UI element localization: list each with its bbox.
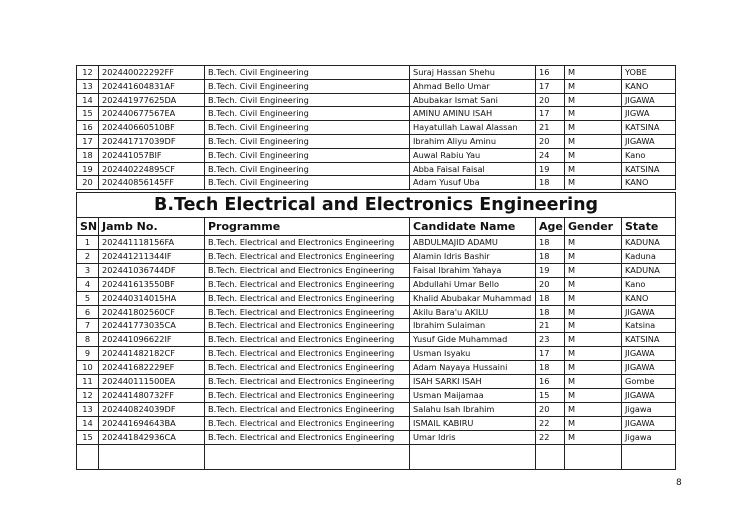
state-cell: KATSINA <box>622 162 676 176</box>
sn-cell: 18 <box>77 148 99 162</box>
state-cell: Jigawa <box>622 402 676 416</box>
state-cell: JIGAWA <box>622 361 676 375</box>
gender-cell: M <box>565 375 622 389</box>
gender-cell: M <box>565 249 622 263</box>
age-cell: 20 <box>536 277 565 291</box>
gender-cell: M <box>565 305 622 319</box>
age-cell: 22 <box>536 430 565 444</box>
jamb-cell: 202441682229EF <box>99 361 205 375</box>
sn-cell: 12 <box>77 66 99 80</box>
jamb-cell: 202440824039DF <box>99 402 205 416</box>
sn-cell: 9 <box>77 347 99 361</box>
age-cell: 16 <box>536 375 565 389</box>
jamb-cell: 202441036744DF <box>99 263 205 277</box>
candidate-name-cell: Ibrahim Aliyu Aminu <box>410 134 536 148</box>
sn-cell: 13 <box>77 402 99 416</box>
sn-cell: 7 <box>77 319 99 333</box>
sn-cell: 17 <box>77 134 99 148</box>
sn-cell: 8 <box>77 333 99 347</box>
age-cell: 21 <box>536 121 565 135</box>
table-row <box>77 361 676 375</box>
gender-cell: M <box>565 319 622 333</box>
table-header-row <box>77 218 676 236</box>
gender-cell: M <box>565 430 622 444</box>
electrical-engineering-rows <box>77 236 676 470</box>
gender-cell: M <box>565 162 622 176</box>
programme-cell: B.Tech. Electrical and Electronics Engineering <box>205 236 410 250</box>
state-cell: JIGWA <box>622 107 676 121</box>
state-cell: KATSINA <box>622 333 676 347</box>
table-row <box>77 319 676 333</box>
candidate-name-cell: Khalid Abubakar Muhammad <box>410 291 536 305</box>
table-row <box>77 277 676 291</box>
state-cell: Kano <box>622 148 676 162</box>
jamb-cell: 202441842936CA <box>99 430 205 444</box>
age-cell: 18 <box>536 361 565 375</box>
column-header-programme: Programme <box>205 218 410 236</box>
state-cell: JIGAWA <box>622 305 676 319</box>
programme-cell: B.Tech. Civil Engineering <box>205 162 410 176</box>
state-cell: KADUNA <box>622 236 676 250</box>
programme-cell: B.Tech. Electrical and Electronics Engineering <box>205 333 410 347</box>
jamb-cell: 202441482182CF <box>99 347 205 361</box>
candidate-name-cell: Hayatullah Lawal Alassan <box>410 121 536 135</box>
section-title-row <box>77 193 676 218</box>
age-cell: 17 <box>536 79 565 93</box>
programme-cell: B.Tech. Electrical and Electronics Engineering <box>205 277 410 291</box>
sn-cell: 1 <box>77 236 99 250</box>
sn-cell: 11 <box>77 375 99 389</box>
jamb-cell: 202441773035CA <box>99 319 205 333</box>
candidate-name-cell: ISAH SARKI ISAH <box>410 375 536 389</box>
sn-cell: 15 <box>77 430 99 444</box>
table-row <box>77 263 676 277</box>
sn-cell: 16 <box>77 121 99 135</box>
civil-engineering-rows <box>77 66 676 190</box>
table-row <box>77 249 676 263</box>
table-row <box>77 66 676 80</box>
age-cell: 24 <box>536 148 565 162</box>
age-cell: 21 <box>536 319 565 333</box>
candidate-name-cell: Abdullahi Umar Bello <box>410 277 536 291</box>
table-row <box>77 305 676 319</box>
age-cell: 18 <box>536 249 565 263</box>
programme-cell: B.Tech. Electrical and Electronics Engineering <box>205 291 410 305</box>
table-row <box>77 416 676 430</box>
gender-cell: M <box>565 347 622 361</box>
programme-cell: B.Tech. Civil Engineering <box>205 121 410 135</box>
jamb-cell: 202441118156FA <box>99 236 205 250</box>
candidate-name-cell: Suraj Hassan Shehu <box>410 66 536 80</box>
table-row <box>77 93 676 107</box>
gender-cell: M <box>565 416 622 430</box>
age-cell: 20 <box>536 402 565 416</box>
table-row <box>77 430 676 444</box>
candidate-name-cell: Yusuf Gide Muhammad <box>410 333 536 347</box>
age-cell: 18 <box>536 291 565 305</box>
jamb-cell: 202440314015HA <box>99 291 205 305</box>
gender-cell: M <box>565 66 622 80</box>
programme-cell: B.Tech. Electrical and Electronics Engineering <box>205 416 410 430</box>
age-cell: 15 <box>536 388 565 402</box>
age-cell: 18 <box>536 236 565 250</box>
programme-cell: B.Tech. Electrical and Electronics Engineering <box>205 388 410 402</box>
empty-cell <box>565 444 622 469</box>
candidate-name-cell: Umar Idris <box>410 430 536 444</box>
sn-cell: 20 <box>77 176 99 190</box>
age-cell: 17 <box>536 107 565 121</box>
sn-cell: 3 <box>77 263 99 277</box>
civil-engineering-table-continued <box>76 65 676 190</box>
sn-cell: 15 <box>77 107 99 121</box>
jamb-cell: 202440677567EA <box>99 107 205 121</box>
jamb-cell: 202441694643BA <box>99 416 205 430</box>
candidate-name-cell: Adam Yusuf Uba <box>410 176 536 190</box>
programme-cell: B.Tech. Electrical and Electronics Engineering <box>205 430 410 444</box>
state-cell: KATSINA <box>622 121 676 135</box>
empty-row <box>77 444 676 469</box>
jamb-cell: 202441977625DA <box>99 93 205 107</box>
age-cell: 19 <box>536 162 565 176</box>
age-cell: 18 <box>536 176 565 190</box>
state-cell: JIGAWA <box>622 388 676 402</box>
jamb-cell: 202440224895CF <box>99 162 205 176</box>
sn-cell: 14 <box>77 416 99 430</box>
candidate-name-cell: Faisal Ibrahim Yahaya <box>410 263 536 277</box>
programme-cell: B.Tech. Civil Engineering <box>205 176 410 190</box>
jamb-cell: 202441096622IF <box>99 333 205 347</box>
gender-cell: M <box>565 263 622 277</box>
sn-cell: 10 <box>77 361 99 375</box>
table-row <box>77 291 676 305</box>
table-row <box>77 236 676 250</box>
table-row <box>77 176 676 190</box>
jamb-cell: 202441613550BF <box>99 277 205 291</box>
candidate-name-cell: ISMAIL KABIRU <box>410 416 536 430</box>
state-cell: JIGAWA <box>622 347 676 361</box>
sn-cell: 4 <box>77 277 99 291</box>
programme-cell: B.Tech. Electrical and Electronics Engineering <box>205 402 410 416</box>
state-cell: JIGAWA <box>622 416 676 430</box>
candidate-name-cell: Abubakar Ismat Sani <box>410 93 536 107</box>
sn-cell: 6 <box>77 305 99 319</box>
table-row <box>77 333 676 347</box>
sn-cell: 12 <box>77 388 99 402</box>
jamb-cell: 202440111500EA <box>99 375 205 389</box>
table-row <box>77 79 676 93</box>
candidate-name-cell: Salahu Isah Ibrahim <box>410 402 536 416</box>
candidate-name-cell: Adam Nayaya Hussaini <box>410 361 536 375</box>
column-header-candidate-name: Candidate Name <box>410 218 536 236</box>
column-header-state: State <box>622 218 676 236</box>
gender-cell: M <box>565 388 622 402</box>
gender-cell: M <box>565 107 622 121</box>
state-cell: JIGAWA <box>622 93 676 107</box>
column-header-gender: Gender <box>565 218 622 236</box>
age-cell: 22 <box>536 416 565 430</box>
empty-cell <box>99 444 205 469</box>
column-header-age: Age <box>536 218 565 236</box>
candidate-name-cell: ABDULMAJID ADAMU <box>410 236 536 250</box>
programme-cell: B.Tech. Civil Engineering <box>205 148 410 162</box>
gender-cell: M <box>565 79 622 93</box>
gender-cell: M <box>565 333 622 347</box>
state-cell: Jigawa <box>622 430 676 444</box>
table-row <box>77 148 676 162</box>
table-row <box>77 134 676 148</box>
state-cell: Katsina <box>622 319 676 333</box>
sn-cell: 5 <box>77 291 99 305</box>
empty-cell <box>622 444 676 469</box>
empty-cell <box>77 444 99 469</box>
age-cell: 17 <box>536 347 565 361</box>
empty-cell <box>536 444 565 469</box>
programme-cell: B.Tech. Civil Engineering <box>205 107 410 121</box>
state-cell: YOBE <box>622 66 676 80</box>
table-row <box>77 121 676 135</box>
state-cell: KADUNA <box>622 263 676 277</box>
programme-cell: B.Tech. Electrical and Electronics Engineering <box>205 263 410 277</box>
jamb-cell: 202441211344IF <box>99 249 205 263</box>
sn-cell: 19 <box>77 162 99 176</box>
gender-cell: M <box>565 291 622 305</box>
jamb-cell: 202440022292FF <box>99 66 205 80</box>
programme-cell: B.Tech. Electrical and Electronics Engineering <box>205 347 410 361</box>
age-cell: 19 <box>536 263 565 277</box>
age-cell: 20 <box>536 134 565 148</box>
age-cell: 16 <box>536 66 565 80</box>
state-cell: KANO <box>622 79 676 93</box>
age-cell: 18 <box>536 305 565 319</box>
candidate-name-cell: AMINU AMINU ISAH <box>410 107 536 121</box>
jamb-cell: 202440856145FF <box>99 176 205 190</box>
sn-cell: 14 <box>77 93 99 107</box>
state-cell: Gombe <box>622 375 676 389</box>
gender-cell: M <box>565 121 622 135</box>
candidate-name-cell: Usman Maijamaa <box>410 388 536 402</box>
gender-cell: M <box>565 402 622 416</box>
sn-cell: 13 <box>77 79 99 93</box>
candidate-name-cell: Usman Isyaku <box>410 347 536 361</box>
programme-cell: B.Tech. Electrical and Electronics Engineering <box>205 249 410 263</box>
state-cell: Kano <box>622 277 676 291</box>
table-row <box>77 162 676 176</box>
section-title: B.Tech Electrical and Electronics Engineering <box>77 193 676 218</box>
state-cell: JIGAWA <box>622 134 676 148</box>
table-row <box>77 107 676 121</box>
programme-cell: B.Tech. Electrical and Electronics Engineering <box>205 375 410 389</box>
candidate-name-cell: Alamin Idris Bashir <box>410 249 536 263</box>
candidate-name-cell: Auwal Rabiu Yau <box>410 148 536 162</box>
jamb-cell: 202441057BIF <box>99 148 205 162</box>
programme-cell: B.Tech. Civil Engineering <box>205 79 410 93</box>
state-cell: KANO <box>622 291 676 305</box>
gender-cell: M <box>565 176 622 190</box>
electrical-engineering-table <box>76 192 676 470</box>
gender-cell: M <box>565 277 622 291</box>
table-row <box>77 388 676 402</box>
age-cell: 23 <box>536 333 565 347</box>
empty-cell <box>205 444 410 469</box>
page-number: 8 <box>676 478 682 488</box>
state-cell: KANO <box>622 176 676 190</box>
gender-cell: M <box>565 236 622 250</box>
empty-cell <box>410 444 536 469</box>
programme-cell: B.Tech. Civil Engineering <box>205 134 410 148</box>
candidate-name-cell: Akilu Bara'u AKILU <box>410 305 536 319</box>
table-row <box>77 347 676 361</box>
gender-cell: M <box>565 361 622 375</box>
gender-cell: M <box>565 93 622 107</box>
jamb-cell: 202441802560CF <box>99 305 205 319</box>
sn-cell: 2 <box>77 249 99 263</box>
jamb-cell: 202441717039DF <box>99 134 205 148</box>
programme-cell: B.Tech. Electrical and Electronics Engineering <box>205 305 410 319</box>
candidate-name-cell: Ibrahim Sulaiman <box>410 319 536 333</box>
state-cell: Kaduna <box>622 249 676 263</box>
table-row <box>77 402 676 416</box>
programme-cell: B.Tech. Civil Engineering <box>205 93 410 107</box>
programme-cell: B.Tech. Electrical and Electronics Engineering <box>205 319 410 333</box>
jamb-cell: 202441480732FF <box>99 388 205 402</box>
age-cell: 20 <box>536 93 565 107</box>
jamb-cell: 202440660510BF <box>99 121 205 135</box>
gender-cell: M <box>565 148 622 162</box>
programme-cell: B.Tech. Civil Engineering <box>205 66 410 80</box>
gender-cell: M <box>565 134 622 148</box>
table-row <box>77 375 676 389</box>
candidate-name-cell: Ahmad Bello Umar <box>410 79 536 93</box>
candidate-name-cell: Abba Faisal Faisal <box>410 162 536 176</box>
programme-cell: B.Tech. Electrical and Electronics Engineering <box>205 361 410 375</box>
column-header-jamb: Jamb No. <box>99 218 205 236</box>
jamb-cell: 202441604831AF <box>99 79 205 93</box>
column-header-sn: SN <box>77 218 99 236</box>
